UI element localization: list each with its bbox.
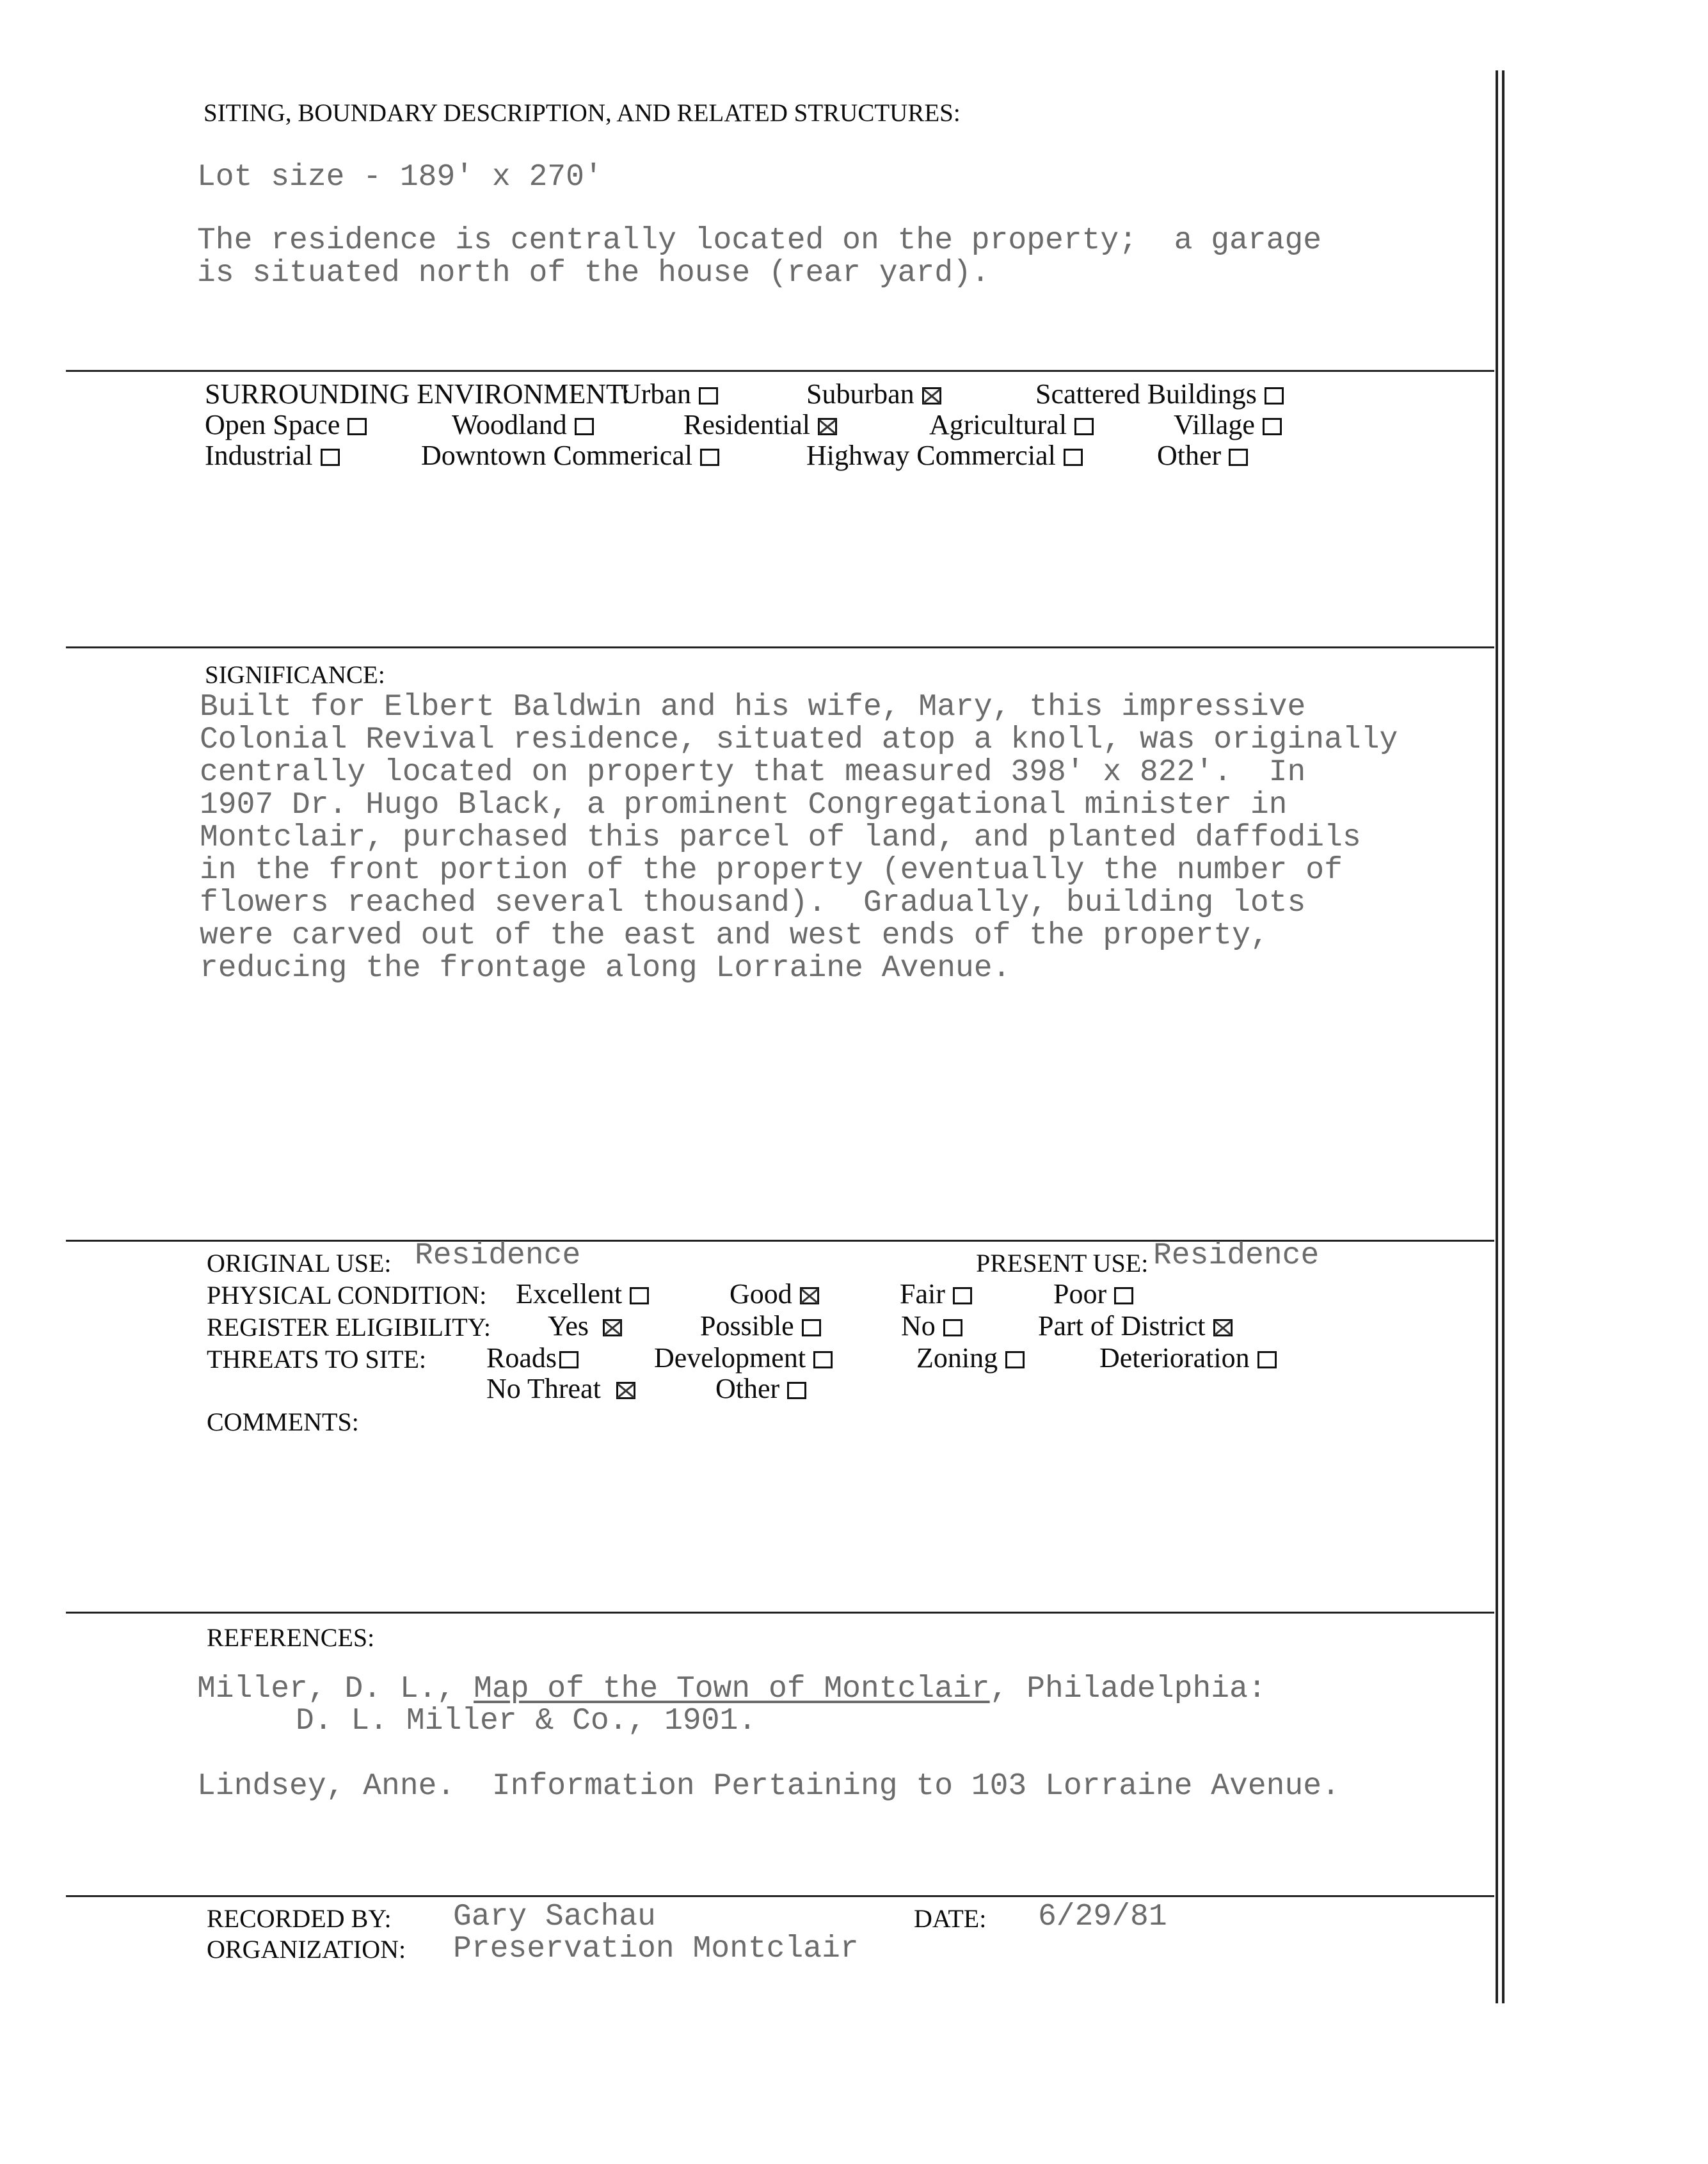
eligibility-option-possible [700,1310,821,1342]
env-label: Industrial [205,440,313,471]
threat-label: No Threat [486,1373,601,1404]
reference-1 [197,1673,1266,1706]
checkbox[interactable] [1263,418,1282,435]
lot-size: Lot size - 189' x 270' [197,160,603,195]
checkbox[interactable] [559,1351,579,1368]
condition-option-poor [1053,1278,1133,1310]
threat-option-no-threat [486,1372,635,1405]
eligibility-option-yes [548,1310,622,1342]
eligibility-label: Yes [548,1310,589,1342]
checkbox-checked[interactable] [818,418,837,435]
original-use-value: Residence [415,1238,581,1273]
eligibility-label: Part of District [1038,1310,1206,1342]
checkbox[interactable] [1064,449,1083,466]
env-label: Other [1157,440,1222,471]
checkbox[interactable] [630,1287,649,1304]
checkbox[interactable] [321,449,340,466]
checkbox[interactable] [347,418,367,435]
threat-option-other [715,1372,806,1405]
recorded-by-label: RECORDED BY: [207,1904,392,1933]
threat-option-deterioration [1099,1342,1277,1374]
physical-condition-label: PHYSICAL CONDITION: [207,1281,487,1310]
checkbox-checked[interactable] [603,1319,622,1336]
checkbox-checked[interactable] [1213,1319,1233,1336]
original-use-label: ORIGINAL USE: [207,1249,392,1278]
significance-header: SIGNIFICANCE: [205,661,385,689]
section-divider [66,370,1494,372]
condition-option-excellent [516,1278,649,1310]
checkbox-checked[interactable] [922,387,941,405]
env-label: Open Space [205,409,340,440]
env-label: Urban [621,378,691,410]
checkbox[interactable] [813,1351,833,1368]
reference-place: , Philadelphia: [989,1672,1266,1706]
reference-1-line-2: D. L. Miller & Co., 1901. [296,1704,757,1738]
threat-option-development [654,1342,833,1374]
env-label: Suburban [806,378,914,410]
env-option-industrial [205,439,340,472]
comments-label: COMMENTS: [207,1407,359,1436]
eligibility-option-part-of-district [1038,1310,1233,1342]
env-label: Agricultural [929,409,1067,440]
organization-label: ORGANIZATION: [207,1935,406,1964]
siting-description-line: The residence is centrally located on the property; a garage [197,223,1322,258]
siting-description-line: is situated north of the house (rear yard). [197,256,990,291]
checkbox[interactable] [1229,449,1248,466]
env-label: Village [1174,409,1255,440]
present-use-label: PRESENT USE: [976,1249,1149,1278]
date-label: DATE: [914,1904,987,1933]
eligibility-label: No [901,1310,936,1342]
env-option-other [1157,439,1248,472]
checkbox-checked[interactable] [616,1382,635,1399]
significance-line: in the front portion of the property (eventually the number of [200,853,1343,888]
eligibility-option-no [901,1310,962,1342]
significance-line: Montclair, purchased this parcel of land, and planted daffodils [200,821,1361,855]
significance-line: Colonial Revival residence, situated atop a knoll, was originally [200,723,1398,757]
checkbox[interactable] [575,418,594,435]
environment-header: SURROUNDING ENVIRONMENT: [205,378,630,410]
env-label: Woodland [452,409,567,440]
right-border-line [1496,70,1498,2003]
section-divider [66,1612,1494,1614]
env-option-downtown-commercial [421,439,719,472]
significance-line: were carved out of the east and west ends of the property, [200,918,1269,953]
threat-label: Deterioration [1099,1342,1250,1374]
right-border-line [1502,70,1504,2003]
significance-line: Built for Elbert Baldwin and his wife, Mary, this impressive [200,690,1306,725]
threat-label: Zoning [916,1342,998,1374]
env-option-village [1174,408,1282,441]
reference-author: Miller, D. L., [197,1672,474,1706]
reference-2: Lindsey, Anne. Information Pertaining to 103 Lorraine Avenue. [197,1769,1340,1804]
recorded-by-value: Gary Sachau [453,1900,656,1934]
env-label: Highway Commercial [806,440,1056,471]
register-eligibility-label: REGISTER ELIGIBILITY: [207,1313,491,1342]
env-option-open-space [205,408,367,441]
eligibility-label: Possible [700,1310,794,1342]
significance-line: centrally located on property that measured 398' x 822'. In [200,755,1306,790]
env-label: Downtown Commerical [421,440,693,471]
env-label: Scattered Buildings [1035,378,1257,410]
env-option-residential [683,408,837,441]
threat-label: Roads [486,1342,557,1374]
checkbox[interactable] [787,1382,806,1399]
references-header: REFERENCES: [207,1623,375,1652]
env-option-urban [621,378,718,410]
date-value: 6/29/81 [1038,1900,1167,1934]
significance-line: flowers reached several thousand). Gradually, building lots [200,886,1306,920]
significance-line: reducing the frontage along Lorraine Avenue. [200,951,1011,986]
threat-label: Development [654,1342,806,1374]
condition-label: Excellent [516,1278,623,1310]
checkbox[interactable] [802,1319,821,1336]
section-divider [66,646,1494,648]
threat-option-roads [486,1342,579,1374]
checkbox-checked[interactable] [800,1287,819,1304]
condition-label: Poor [1053,1278,1107,1310]
checkbox[interactable] [1005,1351,1025,1368]
significance-line: 1907 Dr. Hugo Black, a prominent Congregational minister in [200,788,1288,822]
condition-option-good [730,1278,819,1310]
condition-option-fair [900,1278,972,1310]
env-option-highway-commercial [806,439,1083,472]
checkbox[interactable] [953,1287,972,1304]
checkbox[interactable] [1265,387,1284,405]
condition-label: Fair [900,1278,945,1310]
env-option-agricultural [929,408,1094,441]
checkbox[interactable] [1257,1351,1277,1368]
threat-label: Other [715,1373,780,1404]
checkbox[interactable] [700,449,719,466]
reference-title: Map of the Town of Montclair [474,1672,990,1706]
siting-header: SITING, BOUNDARY DESCRIPTION, AND RELATED STRUCTURES: [204,99,961,127]
organization-value: Preservation Montclair [453,1932,859,1966]
condition-label: Good [730,1278,792,1310]
checkbox[interactable] [699,387,718,405]
env-label: Residential [683,409,810,440]
section-divider [66,1895,1494,1897]
env-option-woodland [452,408,594,441]
checkbox[interactable] [1114,1287,1133,1304]
threats-label: THREATS TO SITE: [207,1345,426,1374]
env-option-suburban [806,378,941,410]
env-option-scattered-buildings [1035,378,1284,410]
checkbox[interactable] [943,1319,962,1336]
present-use-value: Residence [1153,1238,1320,1273]
checkbox[interactable] [1074,418,1094,435]
threat-option-zoning [916,1342,1025,1374]
